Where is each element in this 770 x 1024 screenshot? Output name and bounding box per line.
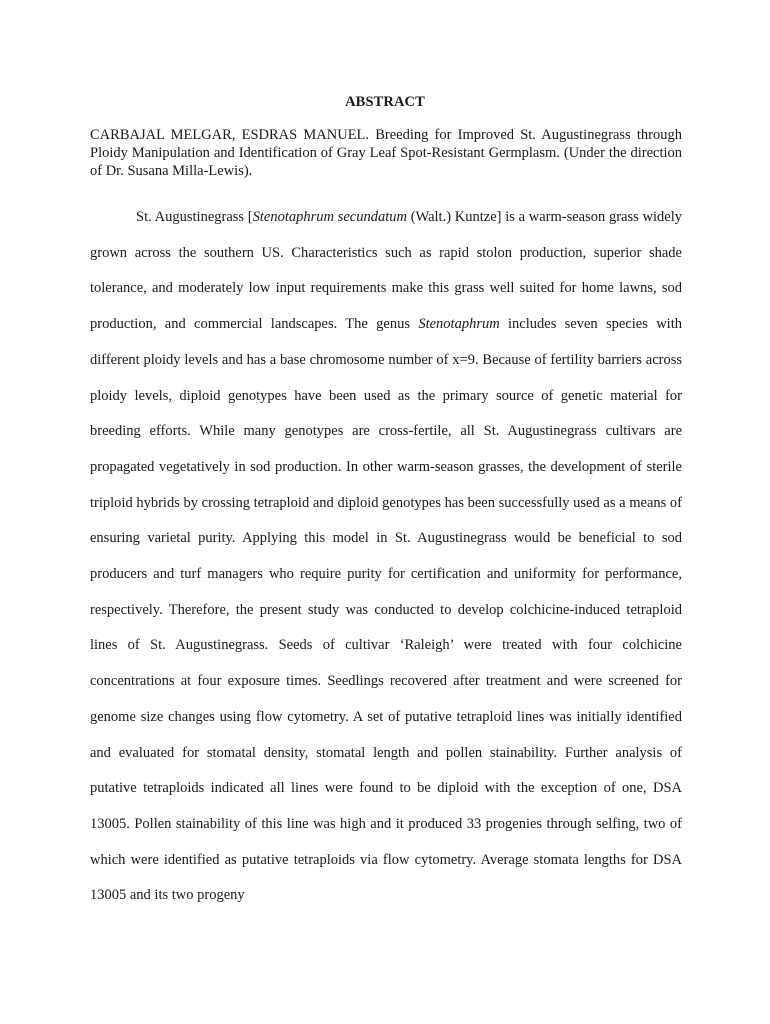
abstract-paragraph [90, 200, 682, 914]
paragraph-text-part-2: (Walt.) Kuntze] is a warm-season grass widely grown across the southern US. Characteristics such as rapid stolon production, superior shade tolerance, and moderately low input requirements make this grass well suited for home lawns, sod production, and commercial landscapes. The genus [90, 209, 682, 333]
abstract-heading: ABSTRACT [345, 94, 425, 110]
genus-name: Stenotaphrum [418, 316, 500, 333]
paragraph-text-part-1: St. Augustinegrass [ [136, 209, 253, 225]
species-name: Stenotaphrum secundatum [252, 209, 407, 225]
citation-text: CARBAJAL MELGAR, ESDRAS MANUEL. Breeding for Improved St. Augustinegrass through Ploidy Manipulation and Identification of Gray Leaf Spot-Resistant Germplasm. (Under the direction of Dr. Susana Milla-Lewis). [90, 127, 682, 179]
paragraph-text-part-3: includes seven species with different ploidy levels and has a base chromosome number of x=9. Because of fertility barriers across ploidy levels, diploid genotypes have been used as the primary source of genetic material for breeding efforts. While many genotypes are cross-fertile, all St. Augustinegrass cultivars are propagated vegetatively in sod production. In other warm-season grasses, the development of sterile triploid hybrids by crossing tetraploid and diploid genotypes has been successfully used as a means of ensuring varietal purity. Applying this model in St. Augustinegrass would be beneficial to sod producers and turf managers who require purity for certification and uniformity for performance, respectively. Therefore, the present study was conducted to develop colchicine-induced tetraploid lines of St. Augustinegrass. Seeds of cultivar ‘Raleigh’ were treated with four colchicine concentrations at four exposure times. Seedlings recovered after treatment and were screened for genome size changes using flow cytometry. A set of putative tetraploid lines was initially identified and evaluated for stomatal density, stomatal length and pollen stainability. Further analysis of putative tetraploids indicated all lines were found to be diploid with the exception of one, DSA 13005. Pollen stainability of this line was high and it produced 33 progenies through selfing, two of which were identified as putative tetraploids via flow cytometry. Average stomata lengths for DSA 13005 and its two progeny [90, 316, 682, 904]
